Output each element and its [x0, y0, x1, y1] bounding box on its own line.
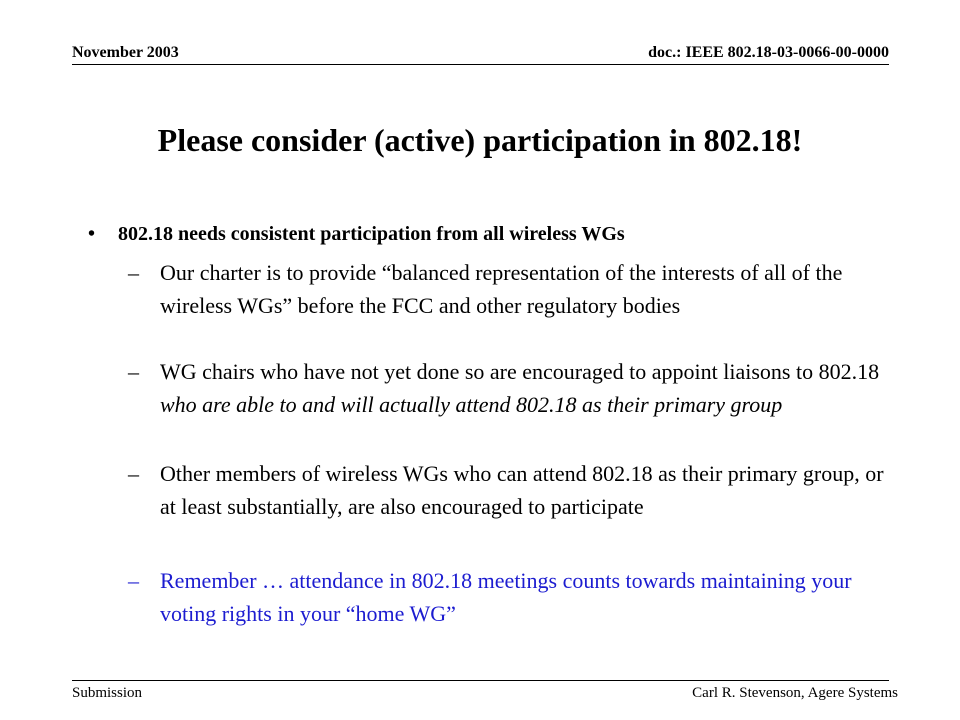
sub-item-text — [160, 355, 888, 421]
sub-item-text: Remember … attendance in 802.18 meetings counts towards maintaining your voting rights in your “home WG” — [160, 568, 852, 626]
dash-marker: – — [128, 260, 139, 285]
main-bullet-text: 802.18 needs consistent participation from all wireless WGs — [118, 223, 625, 245]
dash-marker: – — [128, 568, 139, 593]
bullet-marker: • — [88, 223, 96, 245]
sub-item-text-normal: WG chairs who have not yet done so are encouraged to appoint liaisons to 802.18 — [160, 359, 880, 384]
sub-item-text-italic: who are able to and will actually attend 802.18 as their primary group — [160, 392, 783, 417]
sub-item-remember — [128, 564, 888, 630]
footer-submission: Submission — [72, 685, 143, 701]
footer-divider — [72, 680, 889, 681]
sub-item-liaisons — [128, 355, 888, 421]
header-divider — [72, 64, 889, 65]
dash-marker: – — [128, 461, 139, 486]
main-bullet — [88, 220, 625, 248]
footer-author: Carl R. Stevenson, Agere Systems — [692, 685, 898, 701]
sub-item-text: Our charter is to provide “balanced representation of the interests of all of the wireless WGs” before the FCC and other regulatory bodies — [160, 260, 843, 318]
sub-item-charter — [128, 256, 888, 322]
sub-item-text: Other members of wireless WGs who can attend 802.18 as their primary group, or at least substantially, are also encouraged to participate — [160, 461, 884, 519]
sub-item-other-members — [128, 457, 888, 523]
header-doc-id: doc.: IEEE 802.18-03-0066-00-0000 — [648, 44, 889, 61]
header-date: November 2003 — [72, 44, 179, 61]
slide-title: Please consider (active) participation in 802.18! — [157, 122, 803, 158]
dash-marker: – — [128, 359, 139, 384]
